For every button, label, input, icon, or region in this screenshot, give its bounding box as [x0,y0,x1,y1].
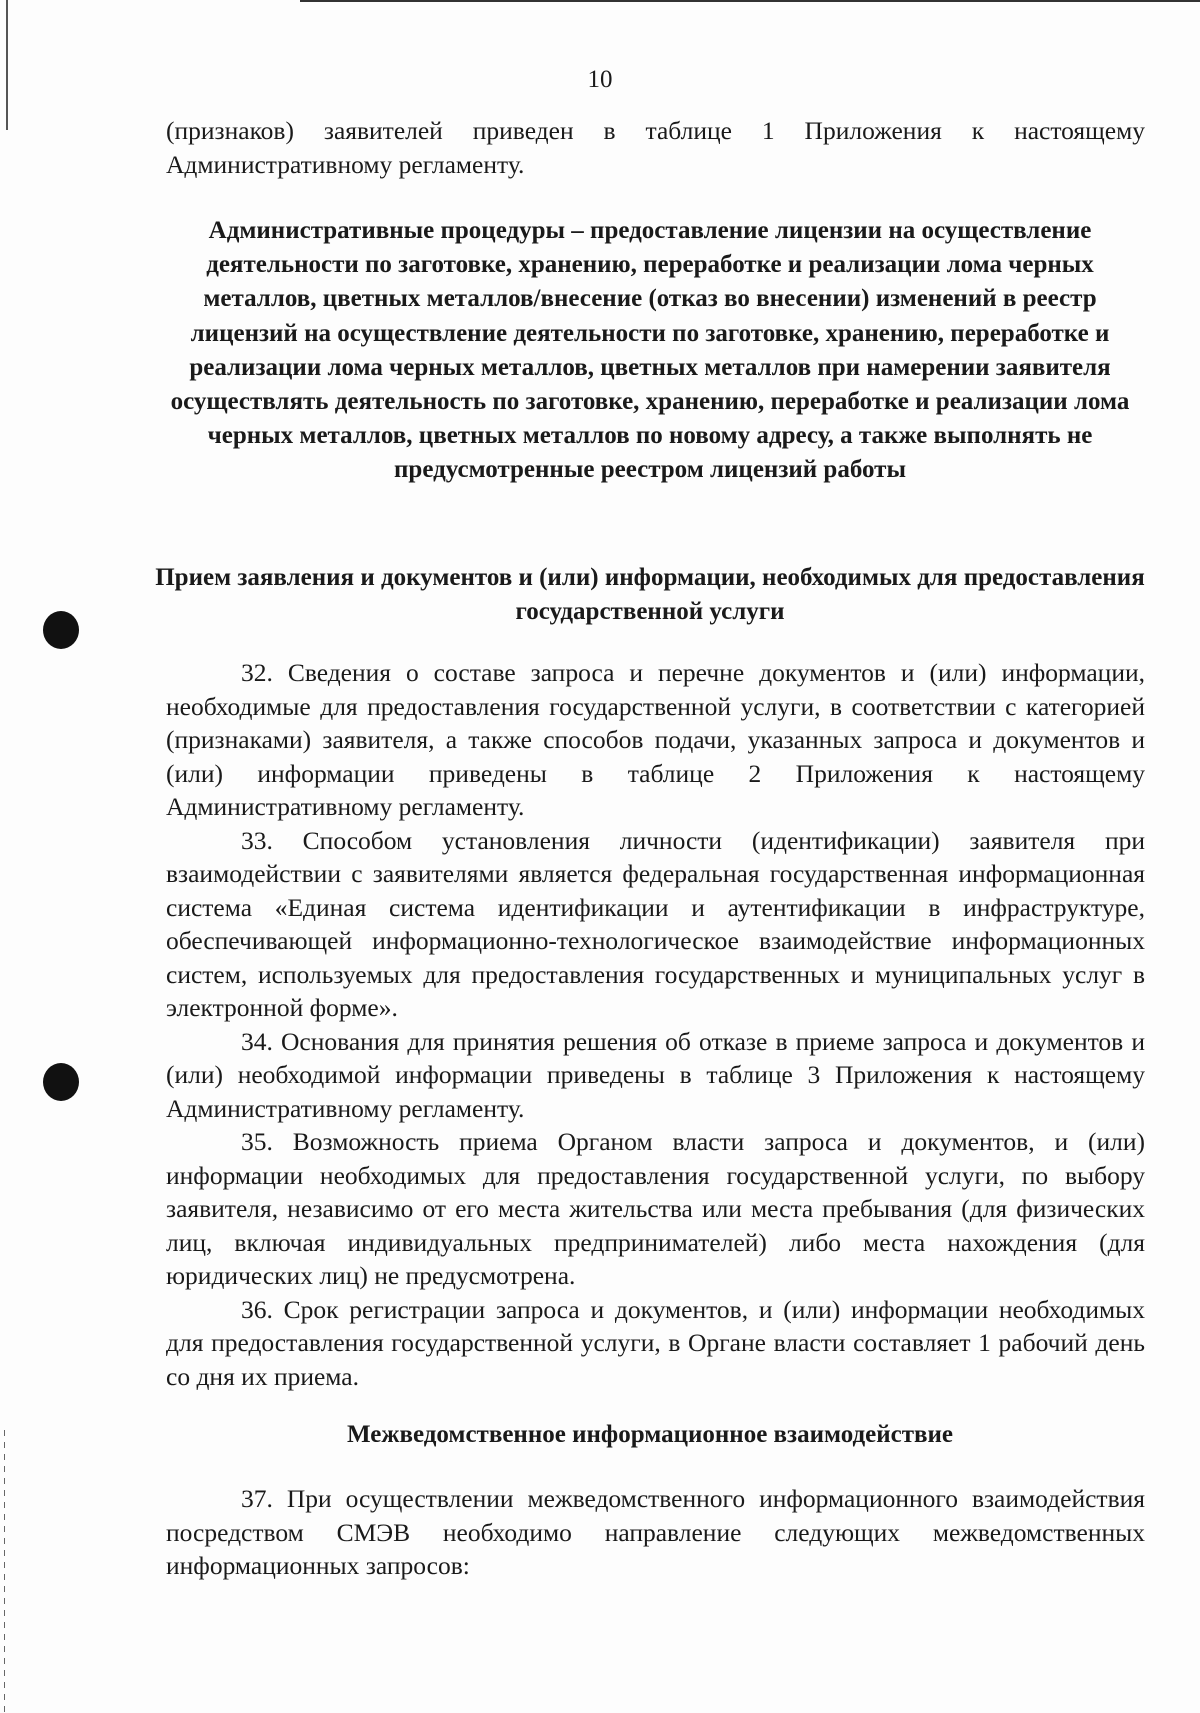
paragraph-37: 37. При осуществлении межведомственного информационного взаимодействия посредством СМЭВ необходимо направление следующих межведомственных информационных запросов: [166,1484,1145,1580]
paragraph-37-block [166,1482,1145,1583]
paragraph-35: 35. Возможность приема Органом власти запроса и документов, и (или) информации необходимых для предоставления государственной услуги, по выбору заявителя, независимо от его места жительства или места пребывания (для физических лиц, включая индивидуальных предпринимателей) либо места нахождения (для юридических лиц) не предусмотрена. [166,1127,1145,1290]
section-heading-interagency: Межведомственное информационное взаимодействие [347,1421,953,1448]
paragraph-33: 33. Способом установления личности (идентификации) заявителя при взаимодействии с заявителями является федеральная государственная информационная система «Единая система идентификации и аутентификации в инфраструктуре, обеспечивающей информационно-технологическое взаимодействие информационных систем, используемых для предоставления государственных и муниципальных услуг в электронной форме». [166,825,1145,1022]
intro-paragraph: (признаков) заявителей приведен в таблице 1 Приложения к настоящему Административному регламенту. [166,116,1145,179]
paragraph-32: 32. Сведения о составе запроса и перечне документов и (или) информации, необходимые для предоставления государственной услуги, в соответствии с категорией (признаками) заявителя, а также способов подачи, указанных запроса и документов и (или) информации приведены в таблице 2 Приложения к настоящему Административному регламенту. [166,658,1145,821]
paragraph-36: 36. Срок регистрации запроса и документов, и (или) информации необходимых для предоставления государственной услуги, в Органе власти составляет 1 рабочий день со дня их приема. [166,1294,1145,1391]
page-number: 10 [587,66,613,93]
punch-hole-mark [43,1063,79,1101]
punch-hole-mark [43,611,79,649]
scan-edge-left-lower [4,1430,5,1713]
scan-edge-top [300,0,1200,2]
paragraph-34: 34. Основания для принятия решения об отказе в приеме запроса и документов и (или) необходимой информации приведены в таблице 3 Приложения к настоящему Административному регламенту. [166,1026,1145,1123]
scan-edge-left [6,0,8,130]
section-heading-admin-procedures: Административные процедуры – предоставление лицензии на осуществление деятельности по заготовке, хранению, переработке и реализации лома черных металлов, цветных металлов/внесение (отказ во внесении) изменений в реестр лицензий на осуществление деятельности по заготовке, хранению, переработке и реализации лома черных металлов, цветных металлов при намерении заявителя осуществлять деятельность по заготовке, хранению, переработке и реализации лома черных металлов, цветных металлов по новому адресу, а также выполнять не предусмотренные реестром лицензий работы [170,217,1130,484]
numbered-paragraphs [166,656,1145,1393]
section-heading-reception: Прием заявления и документов и (или) информации, необходимых для предоставления государственной услуги [155,564,1145,625]
